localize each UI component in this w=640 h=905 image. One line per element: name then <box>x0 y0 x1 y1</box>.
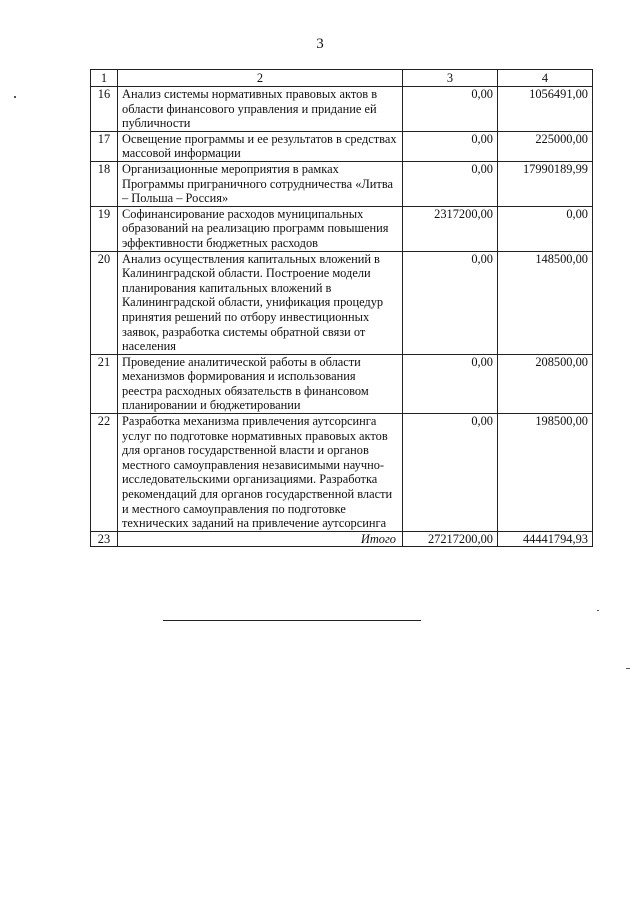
row-number: 21 <box>91 354 118 413</box>
total-amount-col3: 27217200,00 <box>403 531 498 547</box>
total-amount-col4: 44441794,93 <box>498 531 593 547</box>
table-row <box>91 87 593 132</box>
budget-table <box>90 69 593 547</box>
row-number: 17 <box>91 131 118 161</box>
row-number: 19 <box>91 206 118 251</box>
table-row <box>91 251 593 354</box>
page-number: 3 <box>316 36 324 52</box>
table-row <box>91 206 593 251</box>
table-row <box>91 131 593 161</box>
row-amount-col4: 0,00 <box>498 206 593 251</box>
row-description: Разработка механизма привлечения аутсорсинга услуг по подготовке нормативных правовых актов для органов государственной власти и органов местного самоуправления независимыми научно-исследовательскими организациями. Разработка рекомендаций для органов государственной власти и местного самоуправления по подготовке технических заданий на привлечение аутсорсинга <box>118 414 403 532</box>
row-number: 23 <box>91 531 118 547</box>
table-row <box>91 354 593 413</box>
scan-speck <box>597 610 599 611</box>
row-amount-col4: 225000,00 <box>498 131 593 161</box>
scan-speck <box>626 668 630 669</box>
row-amount-col4: 1056491,00 <box>498 87 593 132</box>
footer-rule <box>163 620 421 621</box>
row-amount-col3: 0,00 <box>403 251 498 354</box>
table-row <box>91 414 593 532</box>
row-amount-col3: 2317200,00 <box>403 206 498 251</box>
table-header-row <box>91 70 593 87</box>
header-cell-1: 1 <box>91 70 118 87</box>
row-amount-col4: 148500,00 <box>498 251 593 354</box>
row-amount-col3: 0,00 <box>403 87 498 132</box>
row-amount-col3: 0,00 <box>403 161 498 206</box>
row-description: Организационные мероприятия в рамках Программы приграничного сотрудничества «Литва – Польша – Россия» <box>118 161 403 206</box>
row-description: Проведение аналитической работы в области механизмов формирования и использования реестра расходных обязательств в финансовом планировании и бюджетировании <box>118 354 403 413</box>
row-amount-col3: 0,00 <box>403 354 498 413</box>
header-cell-3: 3 <box>403 70 498 87</box>
row-number: 22 <box>91 414 118 532</box>
total-row <box>91 531 593 547</box>
row-number: 18 <box>91 161 118 206</box>
table-row <box>91 161 593 206</box>
row-description: Софинансирование расходов муниципальных образований на реализацию программ повышения эффективности бюджетных расходов <box>118 206 403 251</box>
row-description: Освещение программы и ее результатов в средствах массовой информации <box>118 131 403 161</box>
row-description: Анализ системы нормативных правовых актов в области финансового управления и придание ей публичности <box>118 87 403 132</box>
row-number: 16 <box>91 87 118 132</box>
row-amount-col3: 0,00 <box>403 414 498 532</box>
header-cell-2: 2 <box>118 70 403 87</box>
scan-speck <box>14 96 16 98</box>
row-amount-col4: 198500,00 <box>498 414 593 532</box>
row-amount-col4: 17990189,99 <box>498 161 593 206</box>
header-cell-4: 4 <box>498 70 593 87</box>
row-number: 20 <box>91 251 118 354</box>
row-amount-col3: 0,00 <box>403 131 498 161</box>
row-amount-col4: 208500,00 <box>498 354 593 413</box>
row-description: Анализ осуществления капитальных вложений в Калининградской области. Построение модели планирования капитальных вложений в Калининградской области, унификация процедур принятия решений по отбору инвестиционных заявок, разработка системы обратной связи от населения <box>118 251 403 354</box>
total-label: Итого <box>118 531 403 547</box>
